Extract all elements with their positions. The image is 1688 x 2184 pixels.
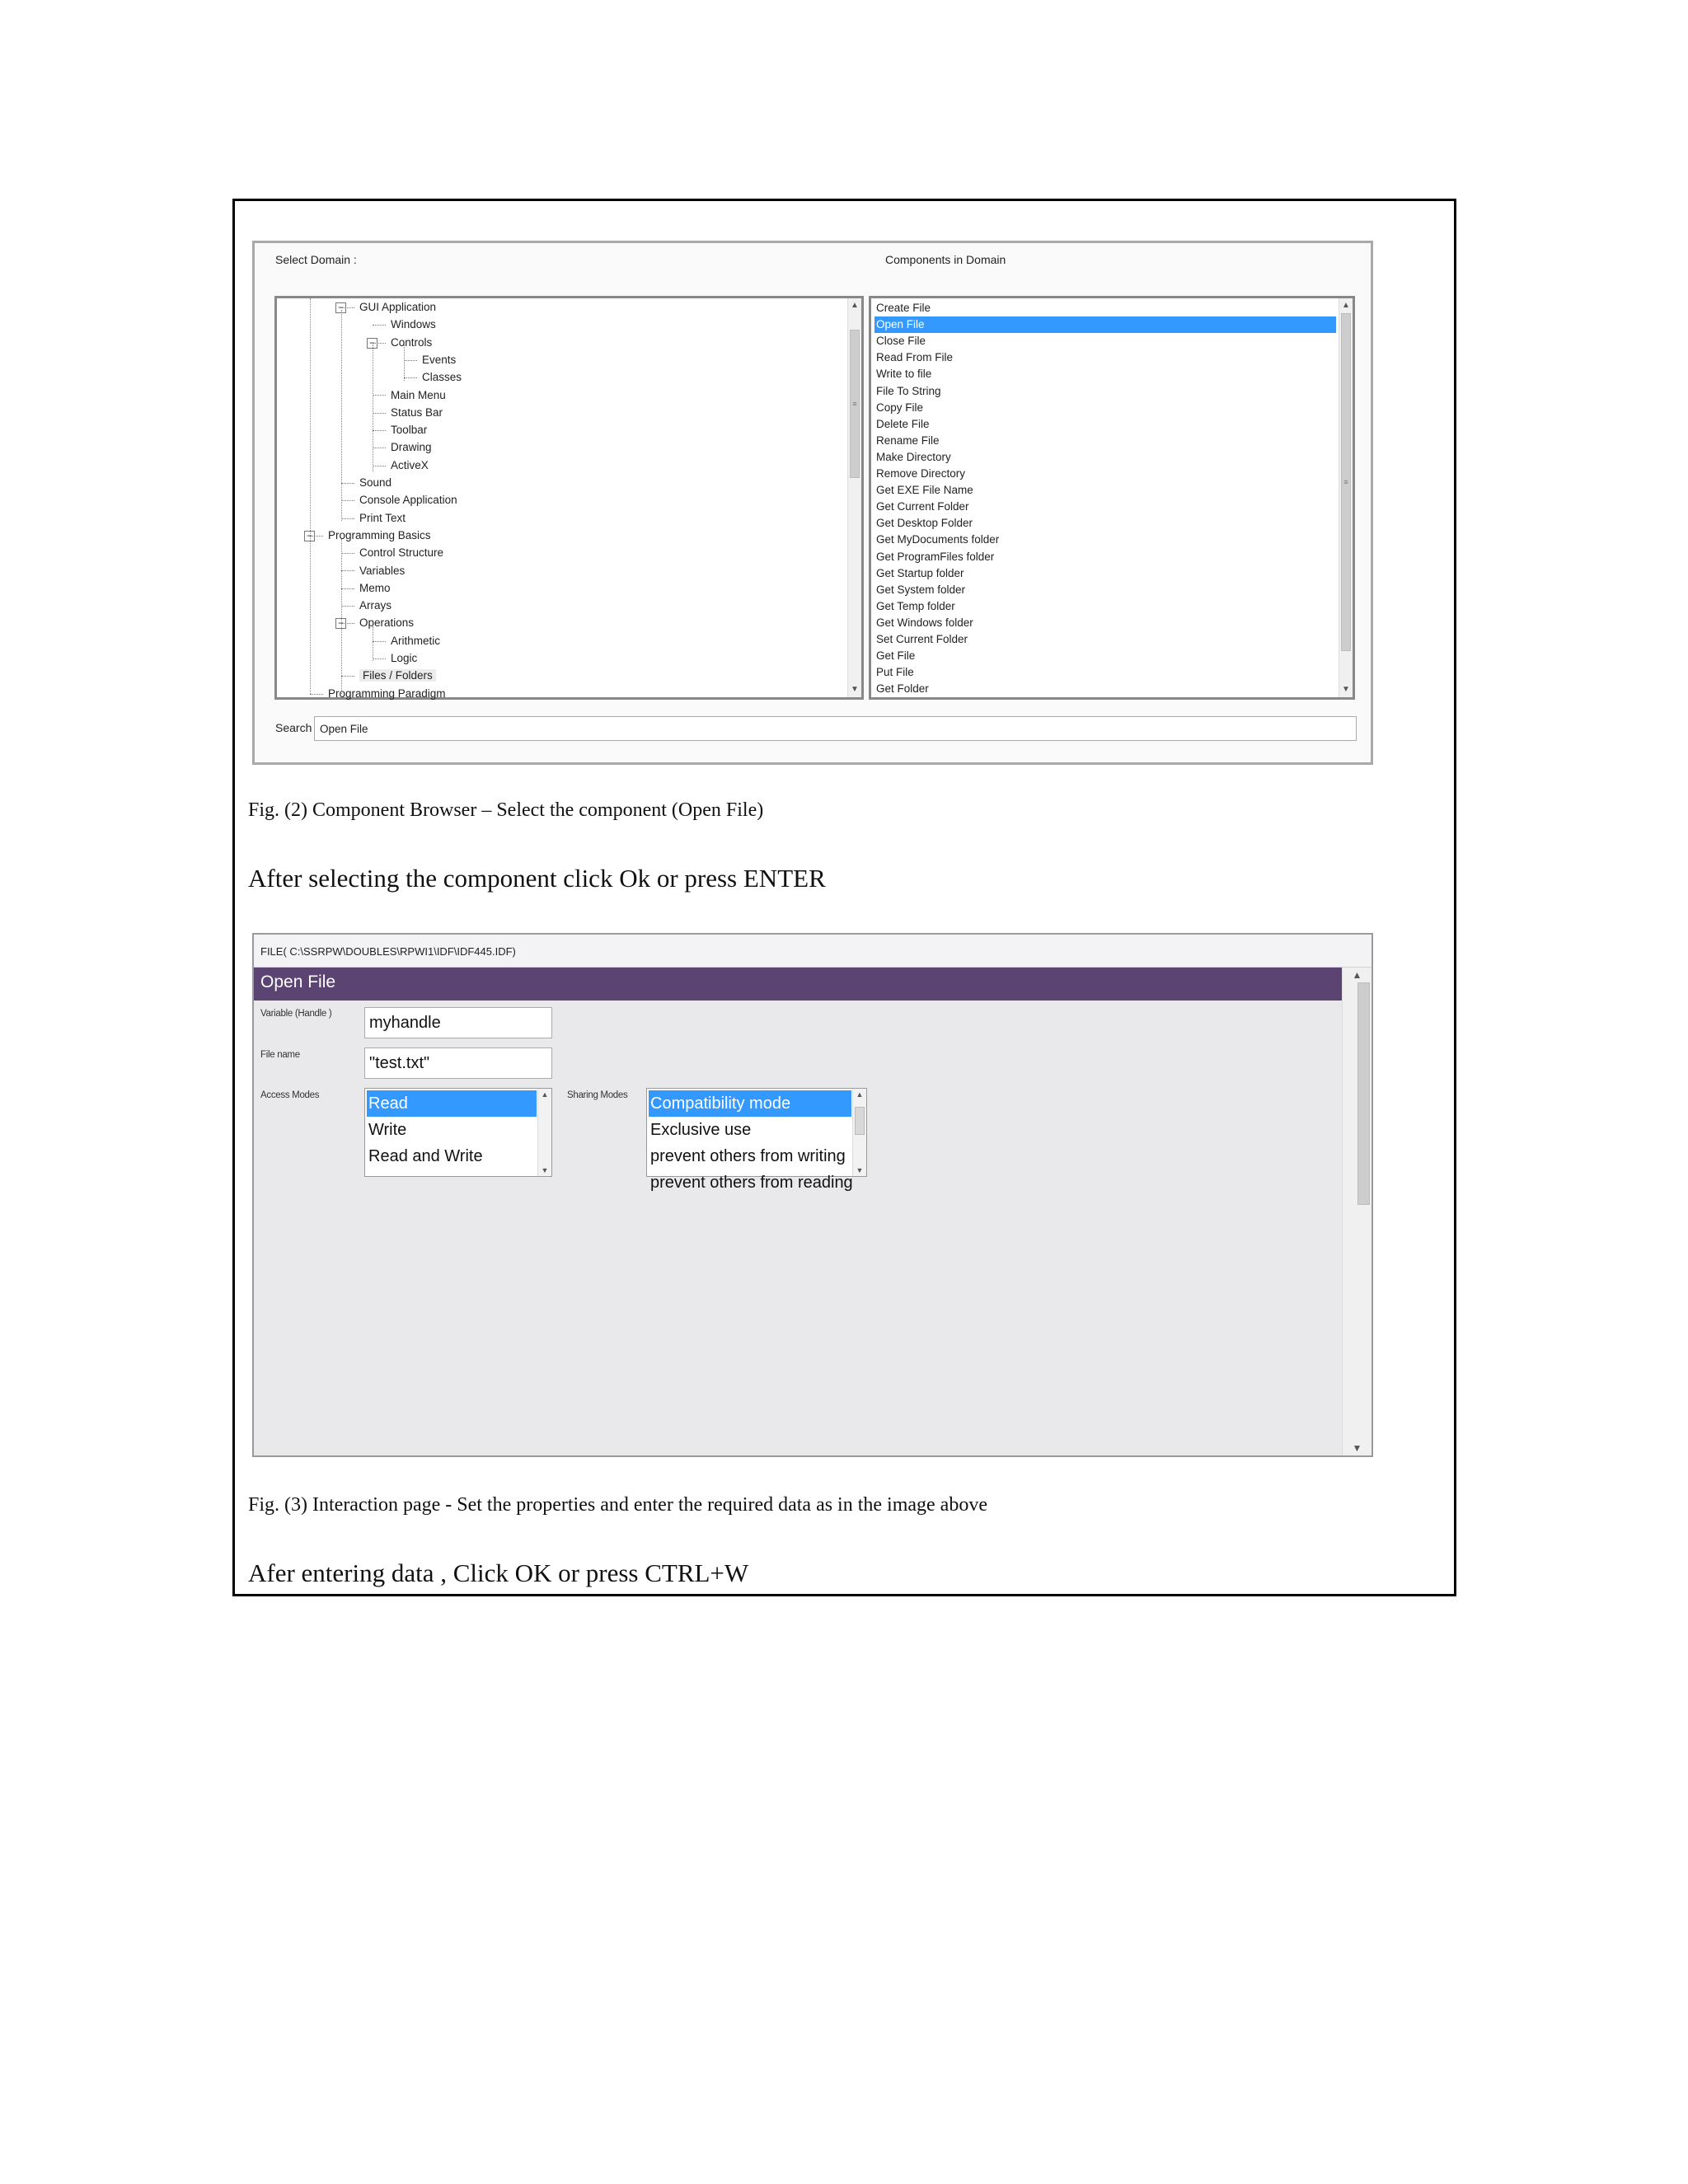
tree-node-label: Main Menu xyxy=(391,388,446,401)
scroll-up-arrow-icon[interactable]: ▲ xyxy=(1352,969,1362,981)
tree-node[interactable] xyxy=(373,423,427,438)
tree-node[interactable] xyxy=(341,511,406,526)
tree-connector xyxy=(373,343,386,344)
tree-node-label: Drawing xyxy=(391,441,432,454)
tree-node[interactable] xyxy=(341,493,457,508)
variable-handle-input[interactable] xyxy=(364,1007,552,1038)
tree-connector xyxy=(341,518,354,519)
tree-connector xyxy=(373,658,386,659)
tree-connector xyxy=(341,500,354,501)
tree-connector xyxy=(373,413,386,414)
tree-node[interactable] xyxy=(341,598,392,613)
collapse-icon[interactable]: − xyxy=(367,338,377,349)
component-list-item[interactable]: Delete File xyxy=(876,417,930,430)
scroll-down-arrow-icon[interactable]: ▼ xyxy=(856,1166,864,1174)
component-list-item[interactable]: Get EXE File Name xyxy=(876,484,973,497)
tree-node-label: Print Text xyxy=(359,511,406,524)
tree-node[interactable] xyxy=(341,546,443,560)
scroll-thumb[interactable] xyxy=(1357,982,1370,1205)
tree-node[interactable] xyxy=(373,405,443,420)
component-list-item[interactable]: Get Windows folder xyxy=(876,616,973,629)
tree-connector xyxy=(341,606,354,607)
tree-node-label: Sound xyxy=(359,476,392,489)
tree-connector xyxy=(341,676,354,677)
access-modes-label: Access Modes xyxy=(260,1090,320,1100)
tree-node[interactable] xyxy=(404,353,456,368)
component-list-item[interactable]: Create File xyxy=(876,302,931,314)
tree-node-label: Programming Paradigm xyxy=(328,687,446,700)
listbox-option[interactable]: prevent others from reading xyxy=(650,1174,853,1192)
scroll-thumb[interactable] xyxy=(855,1107,865,1135)
scroll-down-arrow-icon[interactable]: ▼ xyxy=(541,1166,549,1174)
component-list-item[interactable]: Make Directory xyxy=(876,450,951,463)
tree-node[interactable] xyxy=(373,317,436,332)
tree-node-label: Status Bar xyxy=(391,405,443,419)
filename-label: File name xyxy=(260,1050,300,1060)
tree-connector xyxy=(341,307,354,308)
component-list-item[interactable]: Get ProgramFiles folder xyxy=(876,550,995,563)
list-scrollbar[interactable] xyxy=(1339,298,1353,697)
page-header: Open File xyxy=(254,968,1343,1001)
select-domain-label: Select Domain : xyxy=(275,253,357,266)
listbox-option[interactable]: Compatibility mode xyxy=(649,1090,851,1117)
grip-icon: ≡ xyxy=(852,400,857,408)
component-list-item[interactable]: Get Current Folder xyxy=(876,500,969,513)
scroll-up-arrow-icon[interactable]: ▲ xyxy=(851,301,859,310)
tree-node-label: GUI Application xyxy=(359,301,437,313)
grip-icon: ≡ xyxy=(1343,478,1348,486)
tree-connector xyxy=(310,536,323,537)
tree-node[interactable] xyxy=(373,440,432,455)
collapse-icon[interactable]: − xyxy=(335,302,346,313)
sharing-list-scrollbar[interactable] xyxy=(852,1089,866,1176)
tree-node[interactable] xyxy=(373,458,429,473)
tree-node-label: Events xyxy=(422,353,457,366)
scroll-up-arrow-icon[interactable]: ▲ xyxy=(856,1090,864,1099)
tree-node-label: Toolbar xyxy=(391,424,428,437)
page-scrollbar[interactable] xyxy=(1342,968,1372,1455)
component-list-item[interactable]: Get Folder xyxy=(876,682,929,696)
tree-node[interactable] xyxy=(310,528,431,543)
variable-label: Variable (Handle ) xyxy=(260,1009,332,1019)
search-input[interactable] xyxy=(314,716,1357,741)
scroll-thumb[interactable] xyxy=(1341,313,1351,651)
component-list-item[interactable]: Close File xyxy=(876,335,926,348)
tree-node-label: Variables xyxy=(359,564,406,577)
component-browser xyxy=(252,241,1373,765)
tree-node-label: ActiveX xyxy=(391,458,429,471)
tree-node[interactable] xyxy=(373,388,446,403)
component-list-item[interactable]: Get Startup folder xyxy=(876,566,964,579)
tree-guide-line xyxy=(404,344,405,381)
component-list-item[interactable]: File To String xyxy=(876,384,941,397)
tree-node-label: Controls xyxy=(391,335,433,349)
tree-node-label: Classes xyxy=(422,371,462,384)
component-list-item[interactable]: Get System folder xyxy=(876,583,966,596)
component-list-item[interactable]: Put File xyxy=(876,666,914,679)
component-list-item[interactable]: Copy File xyxy=(876,401,924,414)
tree-node[interactable] xyxy=(341,616,414,630)
tree-node-label: Console Application xyxy=(359,494,457,507)
instruction-text-2: Afer entering data , Click OK or press CTRL+W xyxy=(248,1558,749,1587)
tree-connector xyxy=(404,360,417,361)
tree-guide-line xyxy=(341,539,342,694)
tree-node[interactable] xyxy=(404,370,462,385)
component-list-item[interactable]: Get Desktop Folder xyxy=(876,517,973,530)
tree-node-label: Arrays xyxy=(359,599,392,612)
scroll-down-arrow-icon[interactable]: ▼ xyxy=(851,685,859,694)
component-list-item[interactable]: Get Temp folder xyxy=(876,599,955,612)
tree-connector xyxy=(341,588,354,589)
tree-node-label: Programming Basics xyxy=(328,528,431,541)
interaction-page xyxy=(252,933,1373,1457)
figure-3-caption: Fig. (3) Interaction page - Set the properties and enter the required data as in the image above xyxy=(248,1494,987,1516)
tree-node-label: Files / Folders xyxy=(359,669,436,682)
tree-node[interactable] xyxy=(341,300,436,315)
scroll-down-arrow-icon[interactable]: ▼ xyxy=(1352,1442,1362,1454)
listbox-option[interactable]: Read and Write xyxy=(368,1147,483,1165)
tree-node-label: Memo xyxy=(359,581,391,594)
listbox-option[interactable]: Read xyxy=(367,1090,537,1117)
scroll-up-arrow-icon[interactable]: ▲ xyxy=(1342,301,1350,310)
tree-node[interactable] xyxy=(341,564,405,579)
tree-scrollbar[interactable] xyxy=(847,298,861,697)
component-list-item[interactable]: Rename File xyxy=(876,434,940,447)
tree-guide-line xyxy=(341,310,342,521)
listbox-option[interactable]: Write xyxy=(368,1121,407,1139)
scroll-thumb[interactable] xyxy=(850,330,860,478)
tree-connector xyxy=(373,325,386,326)
tree-node[interactable] xyxy=(373,634,440,649)
tree-guide-line xyxy=(310,298,311,694)
scroll-down-arrow-icon[interactable]: ▼ xyxy=(1342,685,1350,694)
figure-2-caption: Fig. (2) Component Browser – Select the component (Open File) xyxy=(248,799,764,821)
component-list-item[interactable]: Set Current Folder xyxy=(876,633,968,645)
component-list-item[interactable]: Read From File xyxy=(876,351,954,364)
tree-connector xyxy=(310,694,323,695)
tree-node[interactable] xyxy=(373,335,432,350)
tree-node[interactable] xyxy=(341,668,436,683)
tree-connector xyxy=(341,483,354,484)
tree-node-label: Arithmetic xyxy=(391,634,441,647)
sharing-modes-label: Sharing Modes xyxy=(567,1090,628,1100)
tree-node[interactable] xyxy=(373,651,417,666)
file-path-bar: FILE( C:\SSRPW\DOUBLES\RPWI1\IDF\IDF445.IDF) xyxy=(254,935,1372,968)
components-list[interactable] xyxy=(869,296,1355,700)
tree-connector xyxy=(341,570,354,571)
component-list-item[interactable]: Write to file xyxy=(876,368,932,381)
tree-node[interactable] xyxy=(341,476,392,490)
filename-input[interactable] xyxy=(364,1047,552,1079)
instruction-text-1: After selecting the component click Ok or press ENTER xyxy=(248,864,826,893)
tree-connector xyxy=(373,430,386,431)
component-list-item[interactable]: Get MyDocuments folder xyxy=(876,533,1000,546)
domain-tree[interactable] xyxy=(274,296,864,700)
collapse-icon[interactable]: − xyxy=(335,618,346,629)
tree-connector xyxy=(373,641,386,642)
listbox-option[interactable]: Exclusive use xyxy=(650,1121,752,1139)
tree-connector xyxy=(404,377,417,378)
access-modes-list[interactable] xyxy=(364,1088,552,1177)
component-list-item[interactable]: Open File xyxy=(874,316,1336,333)
tree-connector xyxy=(373,395,386,396)
tree-connector xyxy=(341,623,354,624)
sharing-modes-list[interactable] xyxy=(646,1088,867,1192)
component-list-item[interactable]: Get File xyxy=(876,649,916,663)
component-list-item[interactable]: Remove Directory xyxy=(876,467,966,480)
listbox-option[interactable]: prevent others from writing xyxy=(650,1147,846,1165)
search-label: Search xyxy=(275,721,312,734)
tree-connector xyxy=(341,553,354,554)
tree-node-label: Windows xyxy=(391,318,436,331)
tree-node-label: Operations xyxy=(359,616,415,630)
tree-node[interactable] xyxy=(341,581,391,596)
scroll-up-arrow-icon[interactable]: ▲ xyxy=(541,1090,549,1099)
collapse-icon[interactable]: − xyxy=(304,531,315,541)
tree-node-label: Control Structure xyxy=(359,546,444,560)
tree-node[interactable] xyxy=(310,687,446,701)
components-label: Components in Domain xyxy=(885,253,1006,266)
access-list-scrollbar[interactable] xyxy=(537,1089,551,1176)
tree-node-label: Logic xyxy=(391,652,418,664)
